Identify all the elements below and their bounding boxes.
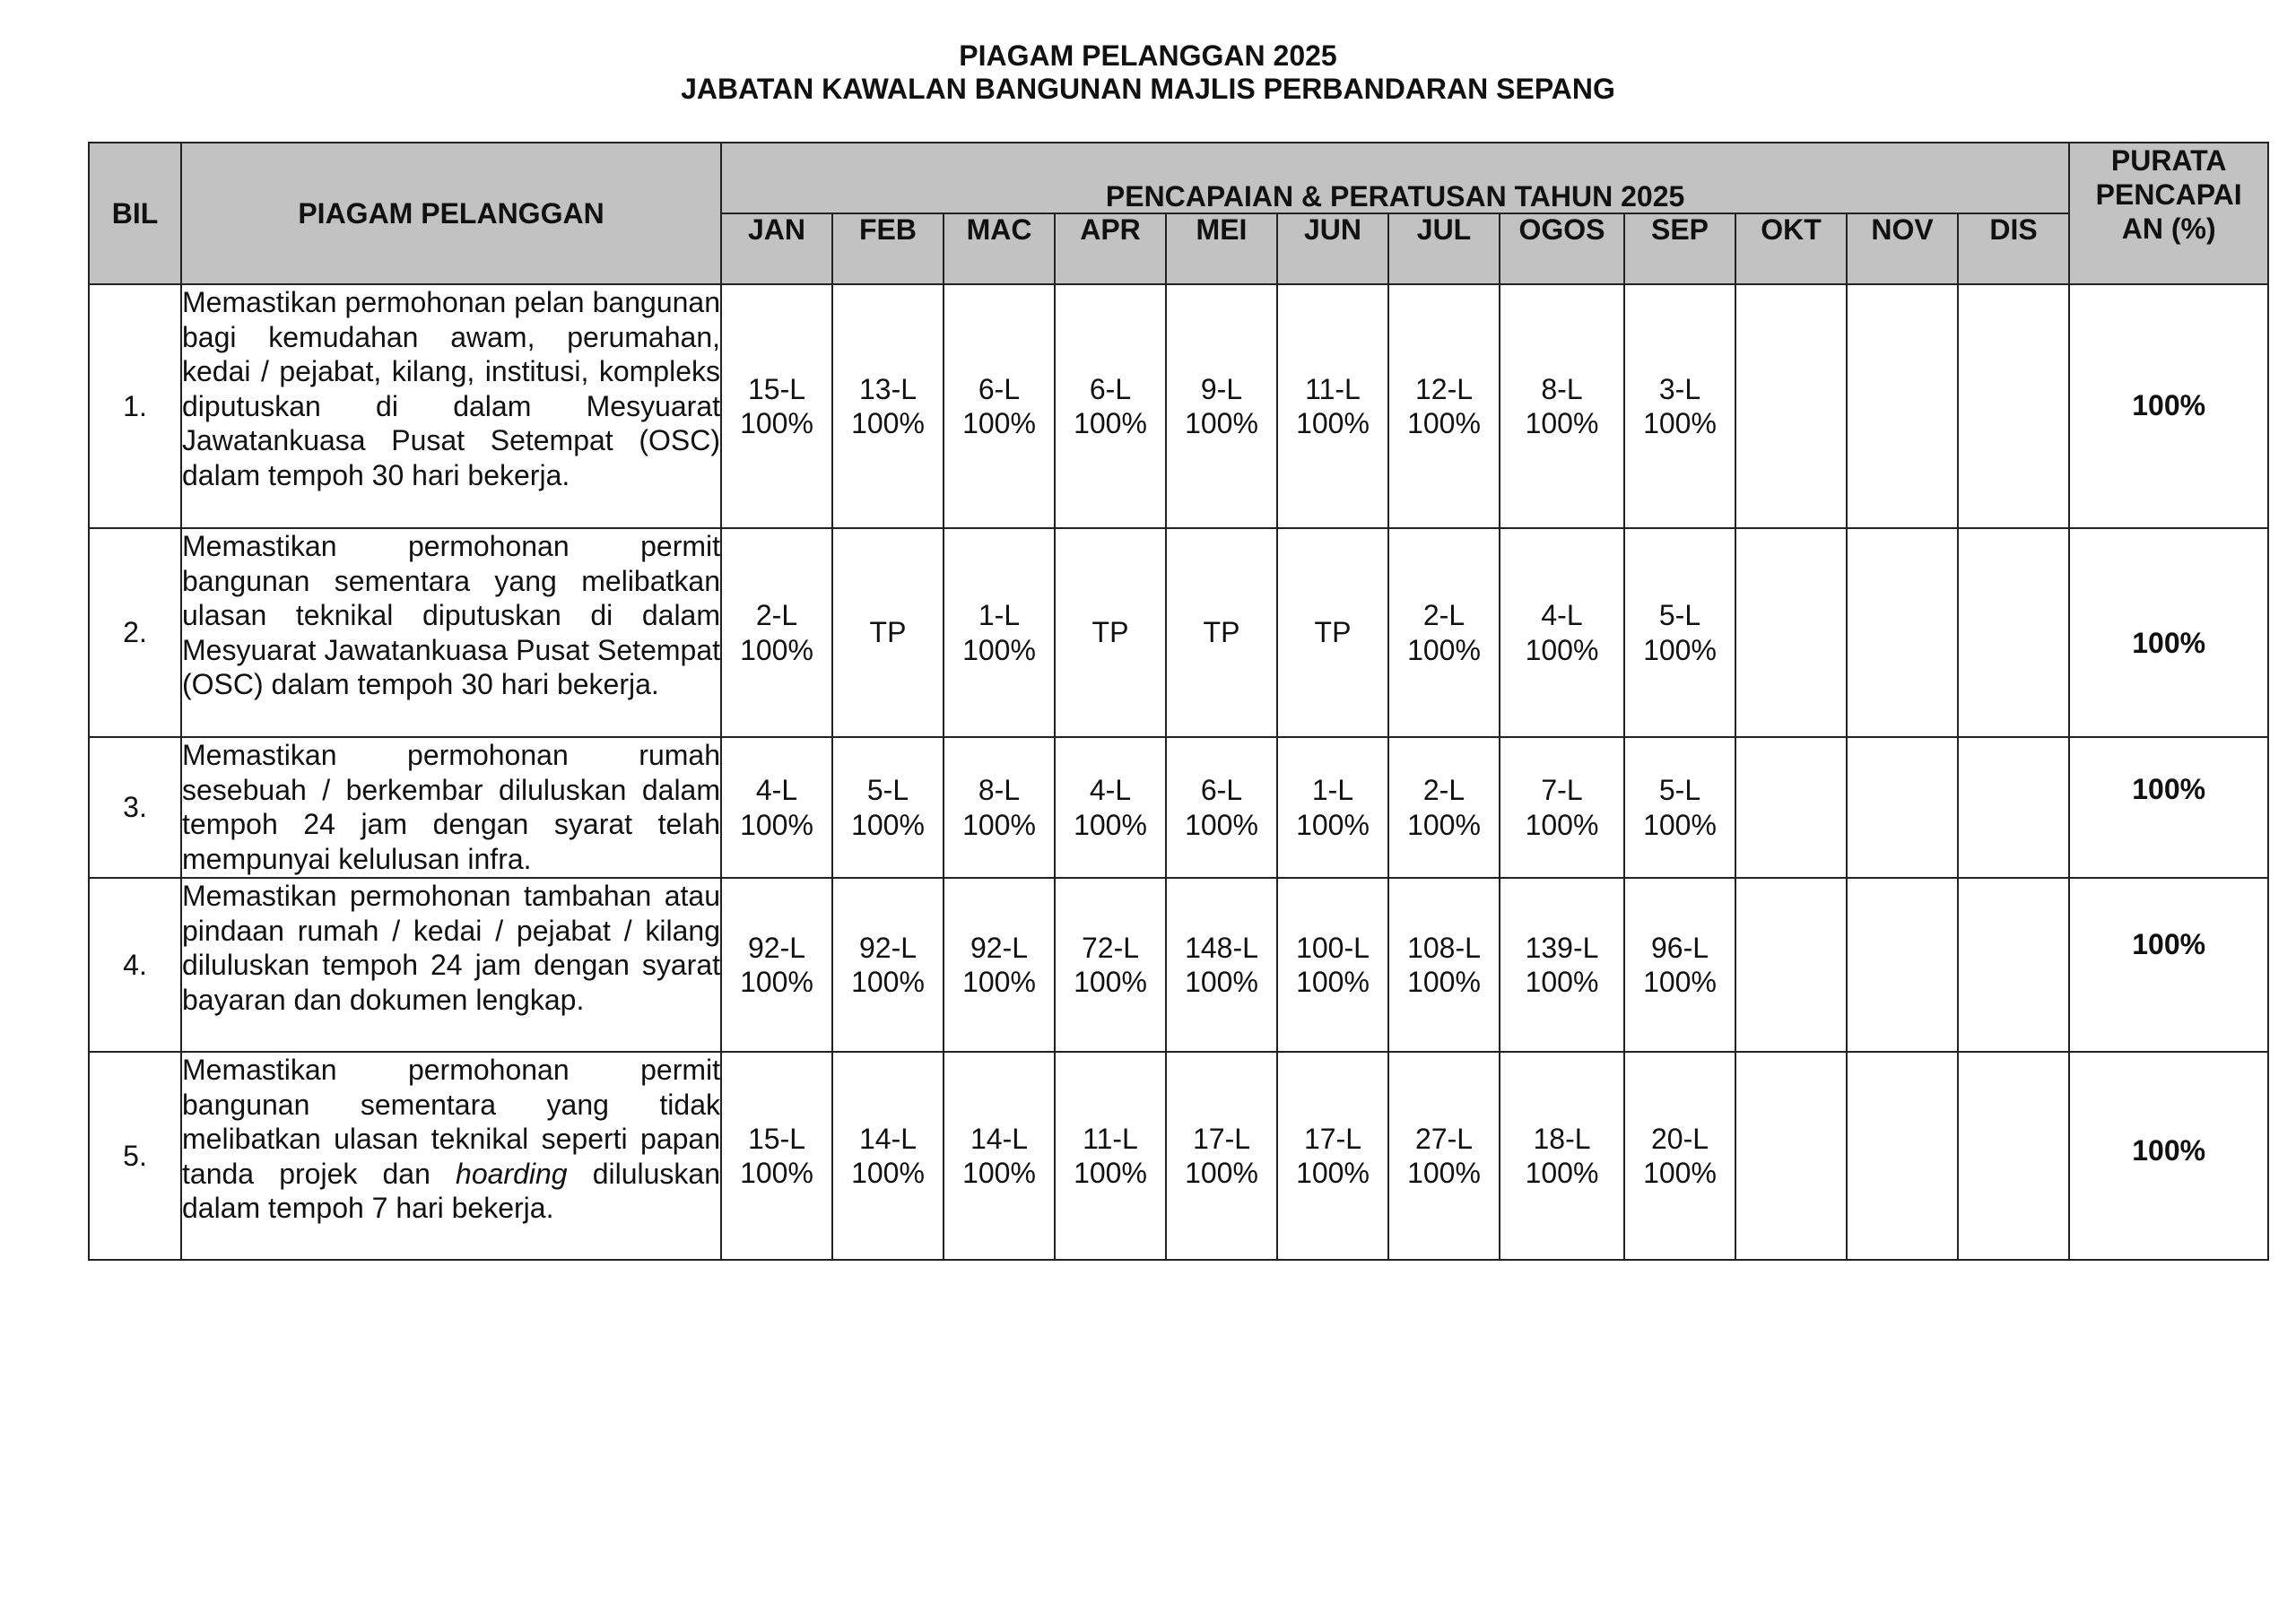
month-count: 18-L — [1533, 1122, 1591, 1155]
month-value-cell — [1166, 878, 1277, 1052]
header-purata-line: PURATA — [2110, 144, 2227, 177]
month-value-cell — [1624, 284, 1735, 528]
header-month-mei: MEI — [1166, 213, 1277, 284]
month-percentage: 100% — [1407, 808, 1481, 841]
row-description: Memastikan permohonan permit bangunan sementara yang melibatkan ulasan teknikal diputuskan di dalam Mesyuarat Jawatankuasa Pusat Setempat (OSC) dalam tempoh 30 hari bekerja. — [181, 528, 721, 737]
month-count: 2-L — [1422, 599, 1465, 631]
month-count: 4-L — [1541, 599, 1583, 631]
month-percentage: 100% — [740, 407, 813, 439]
month-percentage: 100% — [1074, 1157, 1147, 1189]
month-count: 4-L — [755, 774, 798, 806]
header-purata-line: PENCAPAI — [2095, 178, 2242, 211]
header-month-okt: OKT — [1735, 213, 1847, 284]
row-description: Memastikan permohonan pelan bangunan bagi kemudahan awam, perumahan, kedai / pejabat, kilang, institusi, kompleks diputuskan di dalam Mesyuarat Jawatankuasa Pusat Setempat (OSC) dalam tempoh 30 hari bekerja. — [181, 284, 721, 528]
month-percentage: 100% — [851, 407, 925, 439]
header-piagam-pelanggan: PIAGAM PELANGGAN — [181, 143, 721, 284]
month-percentage: 100% — [1185, 407, 1258, 439]
header-month-jul: JUL — [1388, 213, 1500, 284]
month-value-cell — [1624, 528, 1735, 737]
month-value-cell — [1735, 878, 1847, 1052]
month-percentage: 100% — [1074, 966, 1147, 998]
month-percentage: 100% — [1643, 1157, 1717, 1189]
header-month-mac: MAC — [944, 213, 1055, 284]
month-count: 8-L — [978, 774, 1021, 806]
row-purata-pencapaian: 100% — [2069, 878, 2268, 1052]
month-percentage: 100% — [740, 1157, 813, 1189]
month-value-cell — [944, 284, 1055, 528]
month-value-cell — [1500, 878, 1624, 1052]
month-value-cell — [944, 737, 1055, 878]
month-count: 9-L — [1200, 372, 1243, 405]
month-count: 72-L — [1081, 931, 1140, 964]
month-count: 27-L — [1414, 1122, 1474, 1155]
month-percentage: 100% — [1185, 1157, 1258, 1189]
month-count: 17-L — [1192, 1122, 1251, 1155]
row-purata-pencapaian: 100% — [2069, 528, 2268, 737]
month-percentage: 100% — [1296, 407, 1370, 439]
month-value-cell — [1055, 284, 1166, 528]
month-count: 14-L — [858, 1122, 918, 1155]
month-value-cell — [1624, 737, 1735, 878]
month-value-cell — [1958, 1052, 2069, 1260]
month-value-cell — [1500, 284, 1624, 528]
month-percentage: 100% — [740, 633, 813, 666]
month-value-cell — [1624, 1052, 1735, 1260]
month-percentage: 100% — [851, 966, 925, 998]
month-count: 108-L — [1407, 931, 1481, 964]
month-value-cell — [1624, 878, 1735, 1052]
month-count: 15-L — [747, 372, 806, 405]
row-bil: 3. — [89, 737, 181, 878]
month-value-cell — [721, 284, 832, 528]
month-percentage: 100% — [962, 966, 1036, 998]
month-count: TP — [1314, 616, 1352, 649]
month-percentage: 100% — [962, 1157, 1036, 1189]
table-row — [89, 737, 2268, 878]
document-title: PIAGAM PELANGGAN 2025 — [959, 39, 1337, 72]
month-value-cell — [944, 528, 1055, 737]
month-value-cell — [1277, 528, 1388, 737]
month-count: 1-L — [1311, 774, 1354, 806]
month-percentage: 100% — [962, 808, 1036, 841]
month-value-cell — [832, 284, 944, 528]
month-value-cell — [832, 1052, 944, 1260]
month-percentage: 100% — [1525, 407, 1599, 439]
month-value-cell — [1735, 1052, 1847, 1260]
month-count: 100-L — [1296, 931, 1370, 964]
month-percentage: 100% — [962, 633, 1036, 666]
month-count: 15-L — [747, 1122, 806, 1155]
month-value-cell — [1277, 737, 1388, 878]
month-percentage: 100% — [1643, 966, 1717, 998]
month-percentage: 100% — [1407, 966, 1481, 998]
header-pencapaian: PENCAPAIAN & PERATUSAN TAHUN 2025 — [721, 143, 2069, 213]
table-row — [89, 1052, 2268, 1260]
month-count: 2-L — [755, 599, 798, 631]
month-value-cell — [1055, 737, 1166, 878]
month-percentage: 100% — [1407, 1157, 1481, 1189]
month-percentage: 100% — [1185, 808, 1258, 841]
month-count: 148-L — [1185, 931, 1258, 964]
row-purata-pencapaian: 100% — [2069, 284, 2268, 528]
month-percentage: 100% — [1525, 808, 1599, 841]
month-value-cell — [1735, 528, 1847, 737]
month-value-cell — [1388, 878, 1500, 1052]
document-subtitle: JABATAN KAWALAN BANGUNAN MAJLIS PERBANDARAN SEPANG — [681, 73, 1615, 105]
month-count: TP — [869, 616, 907, 649]
month-count: 13-L — [858, 372, 918, 405]
month-count: TP — [1091, 616, 1129, 649]
month-value-cell — [1958, 528, 2069, 737]
row-bil: 1. — [89, 284, 181, 528]
month-value-cell — [1166, 737, 1277, 878]
month-value-cell — [1388, 737, 1500, 878]
month-percentage: 100% — [1296, 1157, 1370, 1189]
month-value-cell — [944, 878, 1055, 1052]
month-value-cell — [1277, 878, 1388, 1052]
month-percentage: 100% — [740, 808, 813, 841]
month-percentage: 100% — [1074, 407, 1147, 439]
month-percentage: 100% — [1643, 808, 1717, 841]
month-percentage: 100% — [1185, 966, 1258, 998]
month-value-cell — [1166, 284, 1277, 528]
month-count: 6-L — [978, 372, 1021, 405]
month-percentage: 100% — [1525, 633, 1599, 666]
month-percentage: 100% — [1525, 966, 1599, 998]
month-value-cell — [1277, 284, 1388, 528]
month-count: 5-L — [866, 774, 909, 806]
month-value-cell — [832, 528, 944, 737]
month-value-cell — [1055, 528, 1166, 737]
month-percentage: 100% — [1525, 1157, 1599, 1189]
header-month-dis: DIS — [1958, 213, 2069, 284]
customer-charter-table — [88, 142, 2269, 1261]
month-value-cell — [944, 1052, 1055, 1260]
month-value-cell — [1500, 737, 1624, 878]
month-value-cell — [1847, 284, 1958, 528]
month-value-cell — [1055, 878, 1166, 1052]
row-bil: 4. — [89, 878, 181, 1052]
month-count: 17-L — [1303, 1122, 1362, 1155]
month-percentage: 100% — [1407, 407, 1481, 439]
table-row — [89, 878, 2268, 1052]
month-count: 11-L — [1305, 372, 1361, 405]
month-value-cell — [1388, 528, 1500, 737]
month-value-cell — [721, 737, 832, 878]
month-count: 1-L — [978, 599, 1021, 631]
month-count: 92-L — [858, 931, 918, 964]
month-value-cell — [1735, 284, 1847, 528]
month-value-cell — [1277, 1052, 1388, 1260]
header-month-jun: JUN — [1277, 213, 1388, 284]
month-value-cell — [1958, 878, 2069, 1052]
month-count: 92-L — [970, 931, 1029, 964]
month-count: 2-L — [1422, 774, 1465, 806]
row-description — [181, 1052, 721, 1260]
month-count: 20-L — [1650, 1122, 1709, 1155]
month-value-cell — [1847, 737, 1958, 878]
header-bil: BIL — [89, 143, 181, 284]
month-percentage: 100% — [1074, 808, 1147, 841]
month-count: 3-L — [1658, 372, 1701, 405]
header-month-feb: FEB — [832, 213, 944, 284]
month-count: 14-L — [970, 1122, 1029, 1155]
month-value-cell — [1166, 1052, 1277, 1260]
month-count: 7-L — [1541, 774, 1583, 806]
month-value-cell — [1847, 1052, 1958, 1260]
month-value-cell — [1500, 1052, 1624, 1260]
header-purata-line: AN (%) — [2121, 213, 2216, 245]
month-percentage: 100% — [851, 808, 925, 841]
month-count: 4-L — [1089, 774, 1132, 806]
month-count: 11-L — [1083, 1122, 1138, 1155]
header-month-nov: NOV — [1847, 213, 1958, 284]
header-month-sep: SEP — [1624, 213, 1735, 284]
month-value-cell — [721, 528, 832, 737]
month-percentage: 100% — [1643, 633, 1717, 666]
row-description: Memastikan permohonan rumah sesebuah / berkembar diluluskan dalam tempoh 24 jam dengan syarat telah mempunyai kelulusan infra. — [181, 737, 721, 878]
row-bil: 2. — [89, 528, 181, 737]
month-value-cell — [1388, 1052, 1500, 1260]
month-value-cell — [1847, 528, 1958, 737]
description-text: Memastikan permohonan permit bangunan sementara yang tidak melibatkan ulasan teknikal seperti papan tanda projek dan — [182, 1054, 720, 1190]
month-percentage: 100% — [1407, 633, 1481, 666]
description-italic-term: hoarding — [456, 1157, 568, 1190]
row-description: Memastikan permohonan tambahan atau pindaan rumah / kedai / pejabat / kilang diluluskan tempoh 24 jam dengan syarat bayaran dan dokumen lengkap. — [181, 878, 721, 1052]
month-value-cell — [721, 878, 832, 1052]
month-count: 5-L — [1658, 774, 1701, 806]
header-month-apr: APR — [1055, 213, 1166, 284]
row-purata-pencapaian: 100% — [2069, 1052, 2268, 1260]
month-value-cell — [1847, 878, 1958, 1052]
month-percentage: 100% — [1296, 808, 1370, 841]
month-value-cell — [1735, 737, 1847, 878]
month-count: 5-L — [1658, 599, 1701, 631]
month-count: 8-L — [1541, 372, 1583, 405]
month-value-cell — [1388, 284, 1500, 528]
table-row — [89, 528, 2268, 737]
month-count: 96-L — [1650, 931, 1709, 964]
table-row — [89, 284, 2268, 528]
month-count: 92-L — [747, 931, 806, 964]
month-value-cell — [832, 878, 944, 1052]
month-value-cell — [1958, 737, 2069, 878]
month-value-cell — [1958, 284, 2069, 528]
month-count: 12-L — [1414, 372, 1474, 405]
header-purata-pencapaian — [2069, 143, 2268, 284]
month-percentage: 100% — [1643, 407, 1717, 439]
month-count: 139-L — [1525, 931, 1599, 964]
header-month-jan: JAN — [721, 213, 832, 284]
month-percentage: 100% — [1296, 966, 1370, 998]
month-count: 6-L — [1200, 774, 1243, 806]
month-percentage: 100% — [962, 407, 1036, 439]
month-count: TP — [1203, 616, 1240, 649]
month-count: 6-L — [1089, 372, 1132, 405]
month-percentage: 100% — [851, 1157, 925, 1189]
description-text: diluluskan dalam tempoh 7 hari bekerja. — [182, 1157, 721, 1224]
row-bil: 5. — [89, 1052, 181, 1260]
month-value-cell — [721, 1052, 832, 1260]
row-purata-pencapaian: 100% — [2069, 737, 2268, 878]
month-value-cell — [832, 737, 944, 878]
month-value-cell — [1500, 528, 1624, 737]
month-value-cell — [1166, 528, 1277, 737]
month-percentage: 100% — [740, 966, 813, 998]
header-month-ogos: OGOS — [1500, 213, 1624, 284]
month-value-cell — [1055, 1052, 1166, 1260]
